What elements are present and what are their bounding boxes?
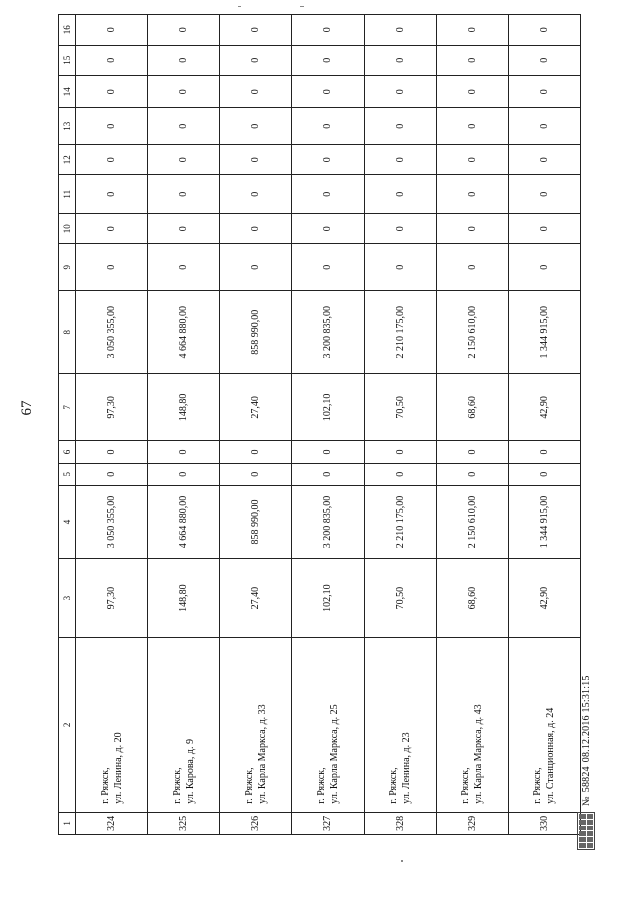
header-cell: 15 [59, 45, 76, 75]
header-cell: 4 [59, 485, 76, 558]
value-cell-c5: 0 [76, 463, 148, 485]
row-number-cell: 329 [436, 812, 508, 834]
value-cell-c3: 42,90 [508, 558, 580, 637]
table-row [148, 15, 220, 835]
table-row [76, 15, 148, 835]
address-city: г. Ряжск, [460, 767, 472, 804]
header-cell: 5 [59, 463, 76, 485]
row-number-cell: 328 [364, 812, 436, 834]
value-cell-c15: 0 [364, 45, 436, 75]
value-cell-c13: 0 [148, 108, 220, 145]
value-cell-c4: 3 050 355,00 [76, 485, 148, 558]
value-cell-c6: 0 [508, 441, 580, 463]
value-cell-c10: 0 [76, 214, 148, 244]
value-cell-c3: 97,30 [76, 558, 148, 637]
value-cell-c11: 0 [364, 175, 436, 214]
header-cell: 1 [59, 812, 76, 834]
header-cell: 8 [59, 291, 76, 374]
value-cell-c14: 0 [364, 76, 436, 108]
value-cell-c13: 0 [508, 108, 580, 145]
header-cell: 16 [59, 15, 76, 46]
value-cell-c15: 0 [76, 45, 148, 75]
value-cell-c12: 0 [292, 145, 364, 175]
row-number-cell: 326 [220, 812, 292, 834]
address-street: ул. Карова, д. 9 [184, 739, 196, 804]
value-cell-c9: 0 [364, 244, 436, 291]
value-cell-c8: 3 200 835,00 [292, 291, 364, 374]
value-cell-c10: 0 [364, 214, 436, 244]
value-cell-c8: 4 664 880,00 [148, 291, 220, 374]
value-cell-c3: 27,40 [220, 558, 292, 637]
value-cell-c13: 0 [292, 108, 364, 145]
value-cell-c7: 97,30 [76, 374, 148, 441]
double-headed-eagle-seal-icon [577, 812, 595, 850]
header-cell: 6 [59, 441, 76, 463]
stamp-text [581, 671, 592, 806]
row-number-cell: 324 [76, 812, 148, 834]
page-number: 67 [18, 400, 35, 416]
value-cell-c11: 0 [76, 175, 148, 214]
address-street: ул. Ленина, д. 20 [112, 732, 124, 804]
header-cell: 3 [59, 558, 76, 637]
value-cell-c9: 0 [76, 244, 148, 291]
value-cell-c11: 0 [292, 175, 364, 214]
header-cell: 11 [59, 175, 76, 214]
value-cell-c11: 0 [148, 175, 220, 214]
address-street: ул. Карла Маркса, д. 25 [328, 704, 340, 804]
address-city: г. Ряжск, [388, 767, 400, 804]
value-cell-c8: 1 344 915,00 [508, 291, 580, 374]
address-cell [220, 638, 292, 813]
value-cell-c4: 4 664 880,00 [148, 485, 220, 558]
value-cell-c3: 102,10 [292, 558, 364, 637]
stamp-number: 58824 [580, 766, 592, 793]
table-row [436, 15, 508, 835]
value-cell-c4: 858 990,00 [220, 485, 292, 558]
value-cell-c13: 0 [76, 108, 148, 145]
rotated-table-wrapper [58, 14, 579, 835]
header-cell: 9 [59, 244, 76, 291]
address-city: г. Ряжск, [532, 767, 544, 804]
value-cell-c5: 0 [436, 463, 508, 485]
value-cell-c16: 0 [148, 15, 220, 46]
address-cell [76, 638, 148, 813]
stamp-datetime: 08.12.2016 15:31:15 [580, 675, 592, 763]
value-cell-c11: 0 [436, 175, 508, 214]
value-cell-c6: 0 [76, 441, 148, 463]
address-city: г. Ряжск, [243, 767, 255, 804]
value-cell-c9: 0 [436, 244, 508, 291]
row-number-cell: 330 [508, 812, 580, 834]
value-cell-c10: 0 [220, 214, 292, 244]
value-cell-c4: 2 150 610,00 [436, 485, 508, 558]
value-cell-c8: 2 150 610,00 [436, 291, 508, 374]
address-street: ул. Карла Маркса, д. 43 [473, 704, 485, 804]
value-cell-c16: 0 [364, 15, 436, 46]
value-cell-c12: 0 [220, 145, 292, 175]
value-cell-c8: 858 990,00 [220, 291, 292, 374]
address-cell [292, 638, 364, 813]
scan-speck [238, 6, 241, 7]
value-cell-c13: 0 [436, 108, 508, 145]
value-cell-c12: 0 [436, 145, 508, 175]
header-cell: 10 [59, 214, 76, 244]
value-cell-c16: 0 [292, 15, 364, 46]
value-cell-c15: 0 [220, 45, 292, 75]
registration-stamp [562, 630, 610, 850]
address-street: ул. Карла Маркса, д. 33 [256, 704, 268, 804]
value-cell-c3: 70,50 [364, 558, 436, 637]
value-cell-c5: 0 [292, 463, 364, 485]
address-city: г. Ряжск, [171, 767, 183, 804]
value-cell-c10: 0 [148, 214, 220, 244]
value-cell-c12: 0 [508, 145, 580, 175]
property-table-container [58, 14, 579, 835]
value-cell-c8: 3 050 355,00 [76, 291, 148, 374]
value-cell-c14: 0 [508, 76, 580, 108]
value-cell-c6: 0 [220, 441, 292, 463]
address-street: ул. Ленина, д. 23 [401, 732, 413, 804]
value-cell-c16: 0 [220, 15, 292, 46]
value-cell-c13: 0 [220, 108, 292, 145]
value-cell-c15: 0 [292, 45, 364, 75]
registration-stamp-rotated [562, 630, 610, 850]
value-cell-c3: 148,80 [148, 558, 220, 637]
value-cell-c7: 68,60 [436, 374, 508, 441]
header-cell: 7 [59, 374, 76, 441]
value-cell-c13: 0 [364, 108, 436, 145]
value-cell-c12: 0 [148, 145, 220, 175]
value-cell-c9: 0 [292, 244, 364, 291]
value-cell-c10: 0 [292, 214, 364, 244]
value-cell-c7: 102,10 [292, 374, 364, 441]
value-cell-c7: 42,90 [508, 374, 580, 441]
value-cell-c6: 0 [148, 441, 220, 463]
value-cell-c4: 1 344 915,00 [508, 485, 580, 558]
property-table [58, 14, 581, 835]
value-cell-c6: 0 [292, 441, 364, 463]
value-cell-c11: 0 [220, 175, 292, 214]
scan-speck [300, 6, 304, 7]
table-row [292, 15, 364, 835]
header-cell: 12 [59, 145, 76, 175]
value-cell-c16: 0 [508, 15, 580, 46]
value-cell-c5: 0 [364, 463, 436, 485]
value-cell-c11: 0 [508, 175, 580, 214]
value-cell-c3: 68,60 [436, 558, 508, 637]
address-city: г. Ряжск, [315, 767, 327, 804]
value-cell-c16: 0 [76, 15, 148, 46]
table-row [220, 15, 292, 835]
value-cell-c4: 3 200 835,00 [292, 485, 364, 558]
value-cell-c4: 2 210 175,00 [364, 485, 436, 558]
header-cell: 14 [59, 76, 76, 108]
value-cell-c15: 0 [148, 45, 220, 75]
value-cell-c5: 0 [508, 463, 580, 485]
value-cell-c14: 0 [220, 76, 292, 108]
value-cell-c7: 70,50 [364, 374, 436, 441]
value-cell-c7: 27,40 [220, 374, 292, 441]
address-city: г. Ряжск, [99, 767, 111, 804]
value-cell-c9: 0 [148, 244, 220, 291]
scan-speck [401, 860, 403, 862]
value-cell-c6: 0 [436, 441, 508, 463]
value-cell-c10: 0 [508, 214, 580, 244]
value-cell-c7: 148,80 [148, 374, 220, 441]
address-cell [364, 638, 436, 813]
table-row [364, 15, 436, 835]
value-cell-c14: 0 [436, 76, 508, 108]
value-cell-c8: 2 210 175,00 [364, 291, 436, 374]
value-cell-c9: 0 [220, 244, 292, 291]
header-row [59, 15, 76, 835]
value-cell-c15: 0 [436, 45, 508, 75]
header-cell: 2 [59, 638, 76, 813]
header-cell: 13 [59, 108, 76, 145]
value-cell-c14: 0 [148, 76, 220, 108]
stamp-number-prefix: № [580, 796, 592, 806]
row-number-cell: 325 [148, 812, 220, 834]
value-cell-c15: 0 [508, 45, 580, 75]
address-cell [436, 638, 508, 813]
value-cell-c14: 0 [292, 76, 364, 108]
value-cell-c12: 0 [364, 145, 436, 175]
value-cell-c9: 0 [508, 244, 580, 291]
value-cell-c5: 0 [220, 463, 292, 485]
value-cell-c10: 0 [436, 214, 508, 244]
value-cell-c16: 0 [436, 15, 508, 46]
address-cell [148, 638, 220, 813]
value-cell-c5: 0 [148, 463, 220, 485]
address-street: ул. Станционная, д. 24 [545, 707, 557, 804]
value-cell-c12: 0 [76, 145, 148, 175]
value-cell-c6: 0 [364, 441, 436, 463]
row-number-cell: 327 [292, 812, 364, 834]
value-cell-c14: 0 [76, 76, 148, 108]
